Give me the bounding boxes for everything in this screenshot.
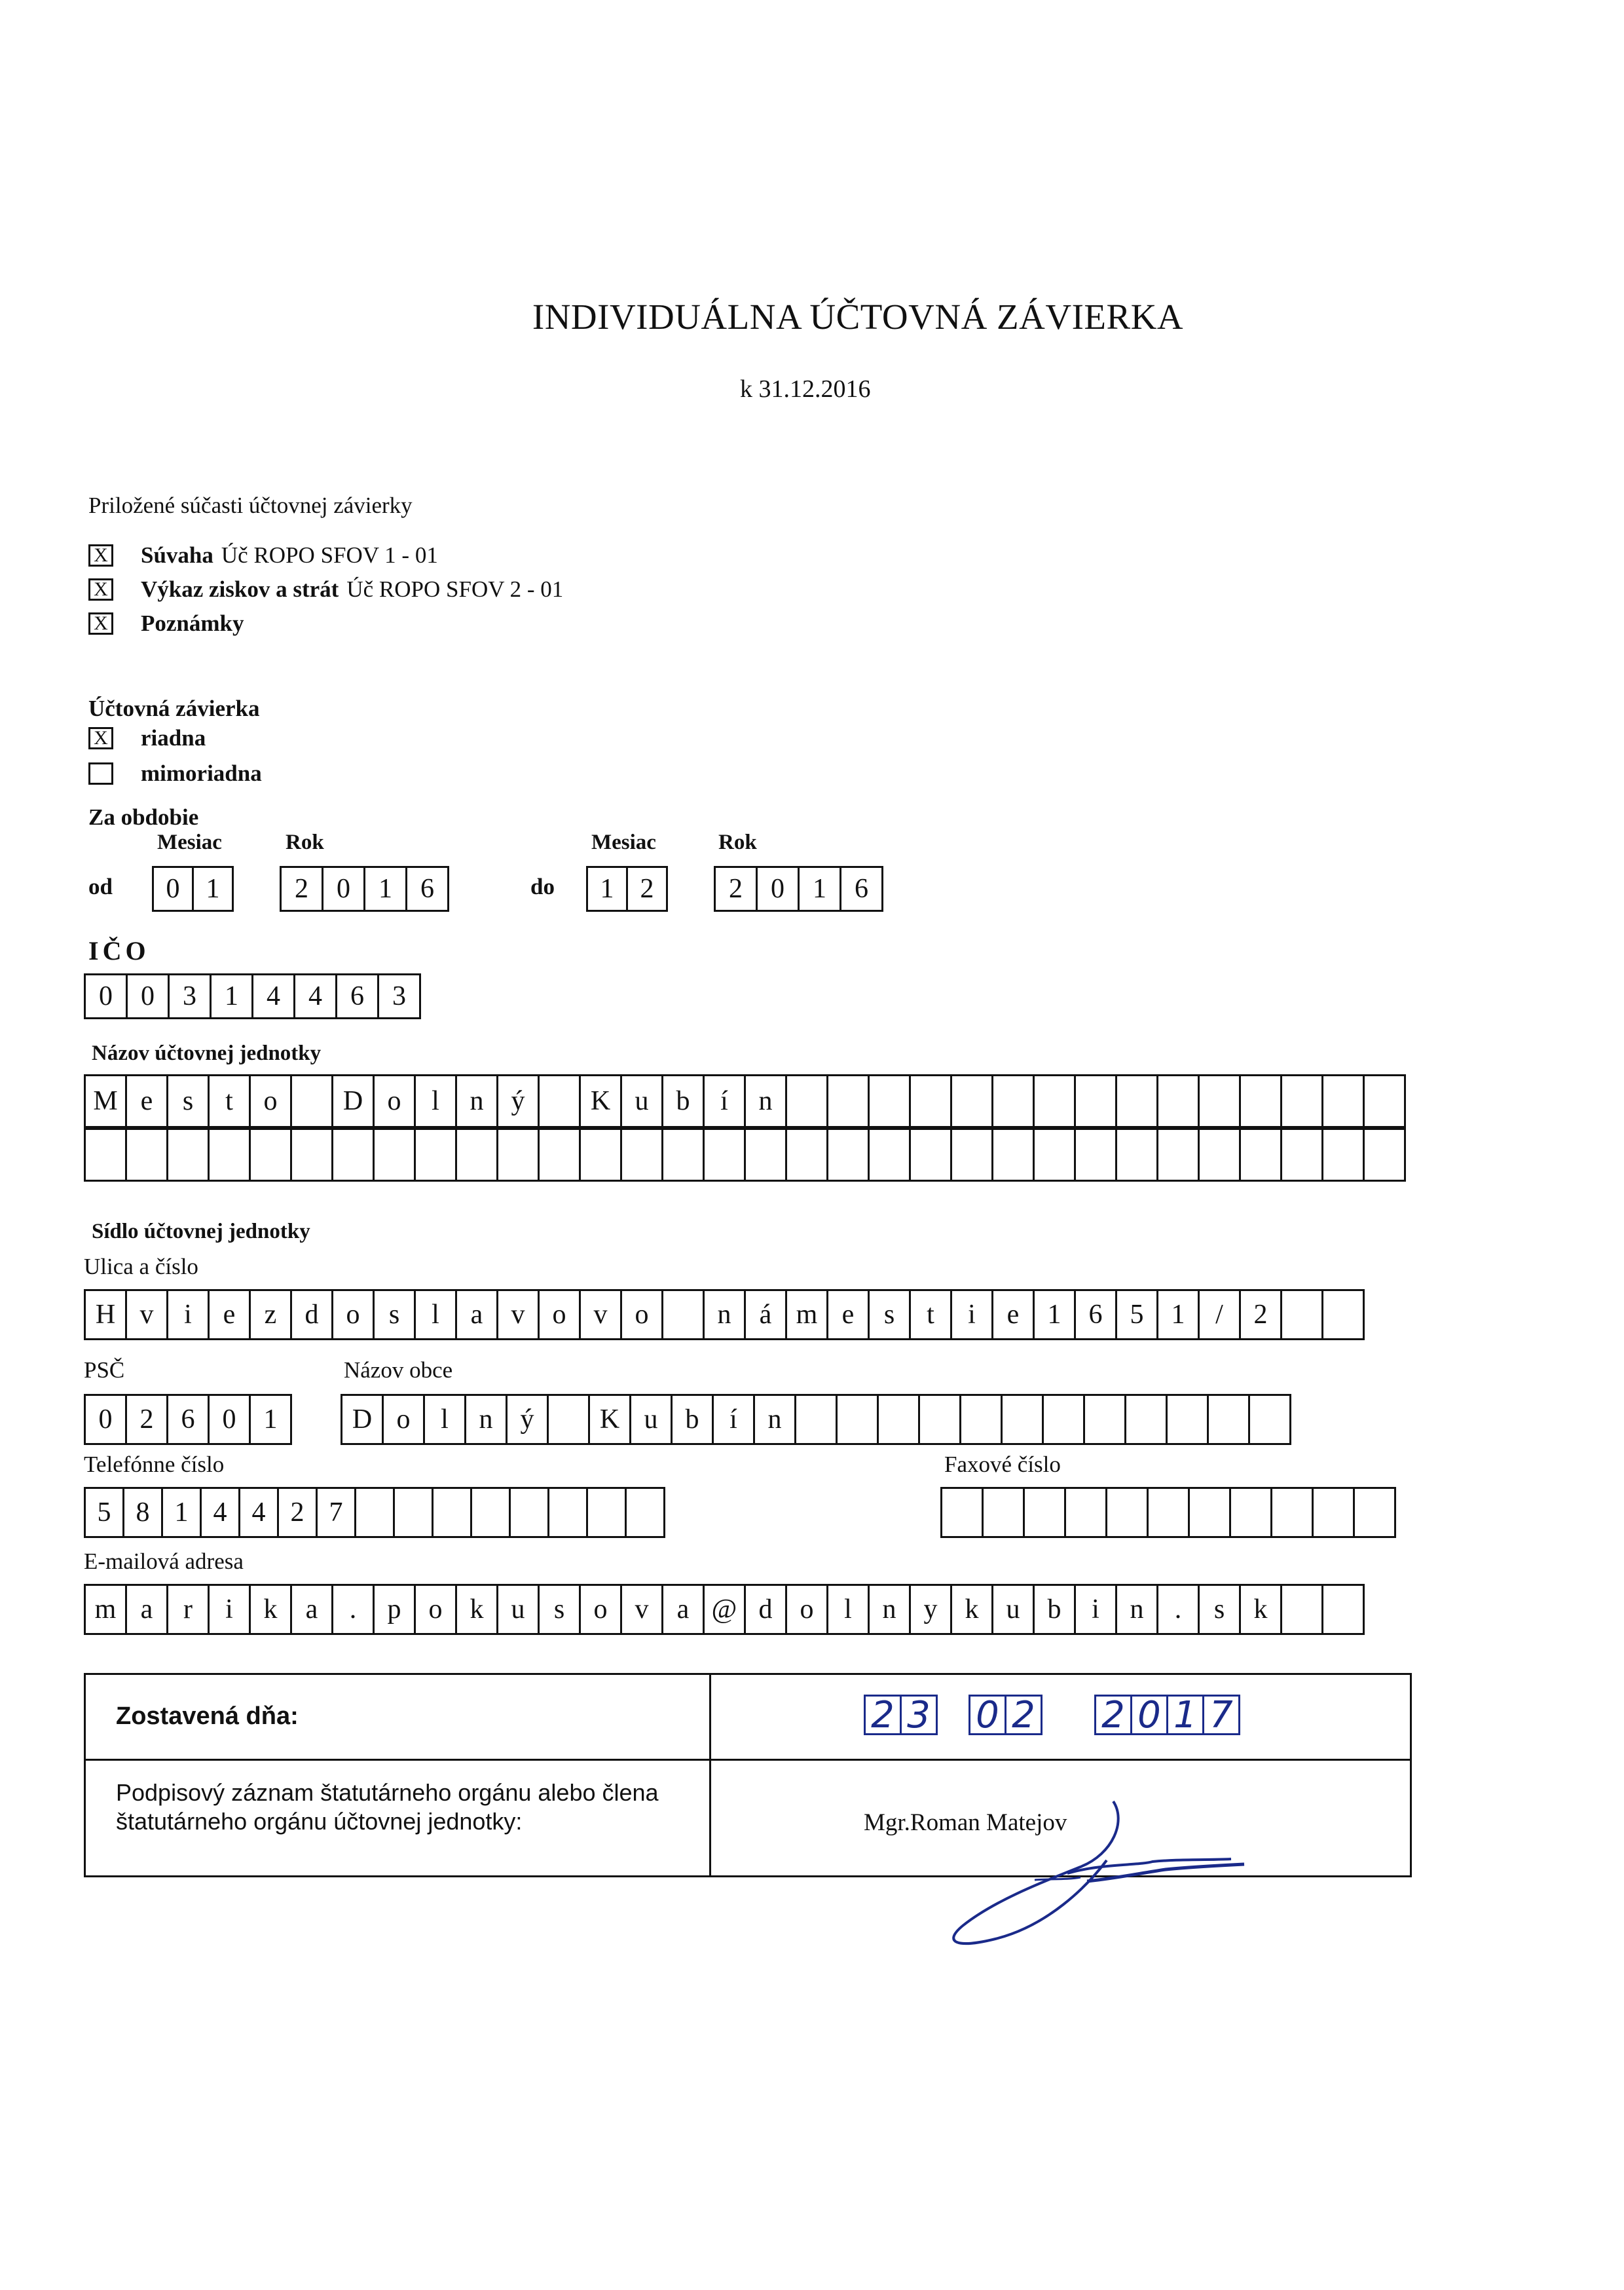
- char-cell: [826, 1074, 870, 1128]
- psc-field[interactable]: [84, 1394, 292, 1445]
- char-cell: [509, 1487, 549, 1538]
- char-cell: a: [290, 1584, 333, 1635]
- char-cell: [1363, 1074, 1406, 1128]
- from-month-field[interactable]: [152, 866, 234, 912]
- char-cell: /: [1198, 1289, 1241, 1340]
- component-name-suvaha: Súvaha: [141, 542, 213, 568]
- char-cell: 6: [166, 1394, 210, 1445]
- char-cell: 2: [626, 866, 668, 912]
- char-cell: [1321, 1289, 1365, 1340]
- char-cell: [1248, 1394, 1291, 1445]
- char-cell: e: [991, 1289, 1035, 1340]
- phone-field[interactable]: [84, 1487, 665, 1538]
- char-cell: 2: [277, 1487, 318, 1538]
- char-cell: [1156, 1074, 1200, 1128]
- from-year-field[interactable]: [280, 866, 449, 912]
- signer-name: Mgr.Roman Matejov: [864, 1809, 1067, 1836]
- char-cell: [579, 1128, 622, 1182]
- char-cell: H: [84, 1289, 127, 1340]
- char-cell: [1115, 1074, 1158, 1128]
- char-cell: í: [712, 1394, 755, 1445]
- char-cell: [1239, 1128, 1282, 1182]
- char-cell: D: [331, 1074, 375, 1128]
- char-cell: e: [125, 1074, 168, 1128]
- char-cell: 0: [126, 973, 170, 1019]
- option-label-riadna: riadna: [141, 725, 206, 751]
- char-cell: [1198, 1074, 1241, 1128]
- char-cell: s: [166, 1074, 210, 1128]
- char-cell: [1321, 1074, 1365, 1128]
- char-cell: 1: [798, 866, 841, 912]
- char-cell: [620, 1128, 663, 1182]
- char-cell: [661, 1289, 705, 1340]
- char-cell: t: [909, 1289, 952, 1340]
- entity-label: Názov účtovnej jednotky: [92, 1042, 322, 1065]
- email-field[interactable]: [84, 1584, 1365, 1635]
- char-cell: [868, 1128, 911, 1182]
- component-code-vykaz: Úč ROPO SFOV 2 - 01: [346, 576, 564, 602]
- handwritten-digit: 2: [864, 1695, 902, 1735]
- char-cell: m: [84, 1584, 127, 1635]
- char-cell: [1156, 1128, 1200, 1182]
- char-cell: u: [496, 1584, 540, 1635]
- from-month-label: Mesiac: [157, 831, 222, 854]
- char-cell: [1280, 1128, 1323, 1182]
- char-cell: ý: [496, 1074, 540, 1128]
- char-cell: [826, 1128, 870, 1182]
- char-cell: [785, 1074, 828, 1128]
- char-cell: u: [629, 1394, 673, 1445]
- to-month-field[interactable]: [586, 866, 668, 912]
- handwritten-digit: 7: [1202, 1695, 1240, 1735]
- char-cell: e: [826, 1289, 870, 1340]
- checkbox-riadna[interactable]: X: [88, 727, 113, 749]
- closing-options: [88, 722, 262, 790]
- char-cell: 1: [1156, 1289, 1200, 1340]
- to-year-field[interactable]: [714, 866, 883, 912]
- char-cell: n: [744, 1074, 787, 1128]
- char-cell: 6: [335, 973, 379, 1019]
- char-cell: o: [382, 1394, 425, 1445]
- char-cell: o: [579, 1584, 622, 1635]
- seat-label: Sídlo účtovnej jednotky: [92, 1220, 310, 1243]
- char-cell: n: [753, 1394, 796, 1445]
- char-cell: 7: [316, 1487, 356, 1538]
- char-cell: o: [620, 1289, 663, 1340]
- compiled-year-field[interactable]: [1094, 1695, 1240, 1735]
- char-cell: o: [249, 1074, 292, 1128]
- char-cell: [1188, 1487, 1231, 1538]
- char-cell: 2: [1239, 1289, 1282, 1340]
- char-cell: [982, 1487, 1025, 1538]
- char-cell: [393, 1487, 434, 1538]
- char-cell: [1074, 1128, 1117, 1182]
- char-cell: [1083, 1394, 1126, 1445]
- char-cell: [744, 1128, 787, 1182]
- char-cell: M: [84, 1074, 127, 1128]
- handwritten-digit: 0: [969, 1695, 1006, 1735]
- component-row-poznamky: [88, 607, 563, 641]
- char-cell: [1115, 1128, 1158, 1182]
- char-cell: @: [703, 1584, 746, 1635]
- char-cell: [373, 1128, 416, 1182]
- char-cell: o: [538, 1289, 581, 1340]
- to-year-label: Rok: [718, 831, 757, 854]
- char-cell: 1: [363, 866, 407, 912]
- char-cell: 1: [192, 866, 234, 912]
- char-cell: [208, 1128, 251, 1182]
- char-cell: 5: [84, 1487, 124, 1538]
- char-cell: 6: [405, 866, 449, 912]
- char-cell: 2: [125, 1394, 168, 1445]
- char-cell: [1198, 1128, 1241, 1182]
- char-cell: b: [661, 1074, 705, 1128]
- compiled-day-field[interactable]: [864, 1695, 938, 1735]
- handwritten-digit: 2: [1005, 1695, 1043, 1735]
- char-cell: i: [950, 1289, 993, 1340]
- char-cell: 1: [210, 973, 253, 1019]
- char-cell: [868, 1074, 911, 1128]
- entity-name-field[interactable]: [84, 1074, 1406, 1182]
- char-cell: a: [661, 1584, 705, 1635]
- fax-field[interactable]: [940, 1487, 1396, 1538]
- char-cell: [1064, 1487, 1107, 1538]
- char-cell: i: [166, 1289, 210, 1340]
- char-cell: [1042, 1394, 1085, 1445]
- char-cell: 2: [280, 866, 323, 912]
- char-cell: z: [249, 1289, 292, 1340]
- component-name-poznamky: Poznámky: [141, 610, 244, 636]
- char-cell: [1207, 1394, 1250, 1445]
- from-year-label: Rok: [286, 831, 324, 854]
- char-cell: k: [950, 1584, 993, 1635]
- char-cell: 0: [84, 973, 128, 1019]
- char-cell: [354, 1487, 395, 1538]
- char-cell: [909, 1074, 952, 1128]
- ico-field[interactable]: [84, 973, 421, 1019]
- document-title: INDIVIDUÁLNA ÚČTOVNÁ ZÁVIERKA: [532, 297, 1184, 337]
- char-cell: s: [868, 1289, 911, 1340]
- char-cell: [331, 1128, 375, 1182]
- checkbox-poznamky[interactable]: X: [88, 612, 113, 635]
- char-cell: [950, 1074, 993, 1128]
- component-name-vykaz: Výkaz ziskov a strát: [141, 576, 339, 602]
- components-list: [88, 538, 563, 641]
- char-cell: u: [620, 1074, 663, 1128]
- char-cell: [1280, 1289, 1323, 1340]
- char-cell: a: [455, 1289, 498, 1340]
- char-cell: n: [1115, 1584, 1158, 1635]
- char-cell: [1321, 1584, 1365, 1635]
- char-cell: o: [785, 1584, 828, 1635]
- char-cell: 4: [293, 973, 337, 1019]
- char-cell: [538, 1128, 581, 1182]
- char-cell: 4: [238, 1487, 279, 1538]
- char-cell: v: [496, 1289, 540, 1340]
- char-cell: [414, 1128, 457, 1182]
- char-cell: o: [414, 1584, 457, 1635]
- char-cell: s: [373, 1289, 416, 1340]
- document-date: k 31.12.2016: [740, 375, 871, 403]
- char-cell: [950, 1128, 993, 1182]
- psc-label: PSČ: [84, 1357, 125, 1383]
- option-label-mimoriadna: mimoriadna: [141, 760, 262, 786]
- char-cell: 0: [84, 1394, 127, 1445]
- char-cell: K: [588, 1394, 631, 1445]
- char-cell: K: [579, 1074, 622, 1128]
- email-label: E-mailová adresa: [84, 1549, 244, 1574]
- town-field[interactable]: [341, 1394, 1291, 1445]
- char-cell: n: [464, 1394, 507, 1445]
- component-row-suvaha: [88, 538, 563, 572]
- char-cell: l: [414, 1289, 457, 1340]
- handwritten-digit: 3: [900, 1695, 938, 1735]
- handwritten-digit: 0: [1130, 1695, 1168, 1735]
- char-cell: [836, 1394, 879, 1445]
- char-cell: 4: [251, 973, 295, 1019]
- char-cell: [1280, 1074, 1323, 1128]
- char-cell: m: [785, 1289, 828, 1340]
- char-cell: [455, 1128, 498, 1182]
- char-cell: [1280, 1584, 1323, 1635]
- char-cell: [249, 1128, 292, 1182]
- char-cell: [1353, 1487, 1396, 1538]
- char-cell: r: [166, 1584, 210, 1635]
- closing-option-mimoriadna: [88, 757, 262, 790]
- char-cell: [1001, 1394, 1044, 1445]
- char-cell: .: [1156, 1584, 1200, 1635]
- char-cell: b: [1033, 1584, 1076, 1635]
- char-cell: [1033, 1074, 1076, 1128]
- char-cell: [470, 1487, 511, 1538]
- char-cell: 4: [200, 1487, 240, 1538]
- char-cell: 2: [714, 866, 758, 912]
- char-cell: u: [991, 1584, 1035, 1635]
- handwritten-signature: [917, 1782, 1310, 1952]
- char-cell: [785, 1128, 828, 1182]
- char-cell: [1312, 1487, 1355, 1538]
- char-cell: l: [826, 1584, 870, 1635]
- street-label: Ulica a číslo: [84, 1254, 198, 1279]
- char-cell: 0: [152, 866, 194, 912]
- char-cell: [991, 1128, 1035, 1182]
- closing-label: Účtovná závierka: [88, 696, 260, 721]
- char-cell: [661, 1128, 705, 1182]
- char-cell: l: [414, 1074, 457, 1128]
- char-cell: [1363, 1128, 1406, 1182]
- char-cell: [1074, 1074, 1117, 1128]
- char-cell: o: [373, 1074, 416, 1128]
- char-cell: 6: [1074, 1289, 1117, 1340]
- char-cell: [703, 1128, 746, 1182]
- char-cell: [940, 1487, 984, 1538]
- char-cell: [1105, 1487, 1149, 1538]
- char-cell: [547, 1394, 590, 1445]
- signature-label-line2: štatutárneho orgánu účtovnej jednotky:: [116, 1808, 523, 1835]
- char-cell: [166, 1128, 210, 1182]
- char-cell: [125, 1128, 168, 1182]
- char-cell: [586, 1487, 627, 1538]
- char-cell: á: [744, 1289, 787, 1340]
- char-cell: [538, 1074, 581, 1128]
- char-cell: n: [868, 1584, 911, 1635]
- char-cell: 0: [756, 866, 800, 912]
- char-cell: 6: [840, 866, 883, 912]
- components-label: Priložené súčasti účtovnej závierky: [88, 493, 413, 518]
- to-label: do: [530, 874, 555, 899]
- compiled-month-field[interactable]: [969, 1695, 1043, 1735]
- char-cell: d: [744, 1584, 787, 1635]
- char-cell: l: [423, 1394, 466, 1445]
- char-cell: 3: [377, 973, 421, 1019]
- town-label: Názov obce: [344, 1357, 453, 1383]
- char-cell: [794, 1394, 838, 1445]
- char-cell: [1270, 1487, 1314, 1538]
- char-cell: v: [620, 1584, 663, 1635]
- table-divider-horizontal: [86, 1759, 1410, 1761]
- char-cell: [547, 1487, 588, 1538]
- char-cell: a: [125, 1584, 168, 1635]
- component-row-vykaz: [88, 572, 563, 607]
- char-cell: n: [703, 1289, 746, 1340]
- to-month-label: Mesiac: [591, 831, 656, 854]
- char-cell: 0: [322, 866, 365, 912]
- char-cell: [290, 1074, 333, 1128]
- char-cell: [496, 1128, 540, 1182]
- char-cell: [1321, 1128, 1365, 1182]
- char-cell: [1166, 1394, 1209, 1445]
- char-cell: y: [909, 1584, 952, 1635]
- from-label: od: [88, 874, 113, 899]
- char-cell: 1: [586, 866, 628, 912]
- char-cell: [991, 1074, 1035, 1128]
- ico-label: IČO: [88, 936, 150, 966]
- char-cell: [290, 1128, 333, 1182]
- char-cell: ý: [506, 1394, 549, 1445]
- char-cell: b: [671, 1394, 714, 1445]
- char-cell: e: [208, 1289, 251, 1340]
- char-cell: v: [125, 1289, 168, 1340]
- char-cell: [1239, 1074, 1282, 1128]
- char-cell: k: [1239, 1584, 1282, 1635]
- char-cell: [877, 1394, 920, 1445]
- char-cell: d: [290, 1289, 333, 1340]
- char-cell: [1229, 1487, 1272, 1538]
- checkbox-vykaz[interactable]: X: [88, 578, 113, 601]
- char-cell: [909, 1128, 952, 1182]
- char-cell: í: [703, 1074, 746, 1128]
- handwritten-digit: 2: [1094, 1695, 1132, 1735]
- char-cell: [959, 1394, 1003, 1445]
- compiled-label: Zostavená dňa:: [116, 1702, 299, 1730]
- char-cell: [1023, 1487, 1066, 1538]
- char-cell: 1: [1033, 1289, 1076, 1340]
- char-cell: v: [579, 1289, 622, 1340]
- signature-label-line1: Podpisový záznam štatutárneho orgánu alebo člena: [116, 1779, 659, 1806]
- component-code-suvaha: Úč ROPO SFOV 1 - 01: [221, 542, 438, 568]
- char-cell: D: [341, 1394, 384, 1445]
- char-cell: 1: [249, 1394, 292, 1445]
- char-cell: k: [455, 1584, 498, 1635]
- char-cell: i: [1074, 1584, 1117, 1635]
- char-cell: [432, 1487, 472, 1538]
- fax-label: Faxové číslo: [944, 1452, 1061, 1477]
- char-cell: 0: [208, 1394, 251, 1445]
- char-cell: 1: [161, 1487, 202, 1538]
- char-cell: 5: [1115, 1289, 1158, 1340]
- char-cell: .: [331, 1584, 375, 1635]
- char-cell: n: [455, 1074, 498, 1128]
- char-cell: [1033, 1128, 1076, 1182]
- closing-option-riadna: [88, 722, 262, 755]
- char-cell: 8: [122, 1487, 163, 1538]
- signature-label: [116, 1778, 659, 1836]
- period-label: Za obdobie: [88, 804, 199, 830]
- street-field[interactable]: [84, 1289, 1365, 1340]
- char-cell: [625, 1487, 665, 1538]
- char-cell: k: [249, 1584, 292, 1635]
- checkbox-suvaha[interactable]: X: [88, 544, 113, 567]
- char-cell: t: [208, 1074, 251, 1128]
- table-divider-vertical: [709, 1675, 711, 1875]
- char-cell: i: [208, 1584, 251, 1635]
- char-cell: [84, 1128, 127, 1182]
- char-cell: s: [538, 1584, 581, 1635]
- char-cell: [1147, 1487, 1190, 1538]
- char-cell: o: [331, 1289, 375, 1340]
- handwritten-digit: 1: [1166, 1695, 1204, 1735]
- checkbox-mimoriadna[interactable]: [88, 762, 113, 785]
- phone-label: Telefónne číslo: [84, 1452, 225, 1477]
- char-cell: s: [1198, 1584, 1241, 1635]
- char-cell: 3: [168, 973, 212, 1019]
- char-cell: p: [373, 1584, 416, 1635]
- char-cell: [1124, 1394, 1168, 1445]
- char-cell: [918, 1394, 961, 1445]
